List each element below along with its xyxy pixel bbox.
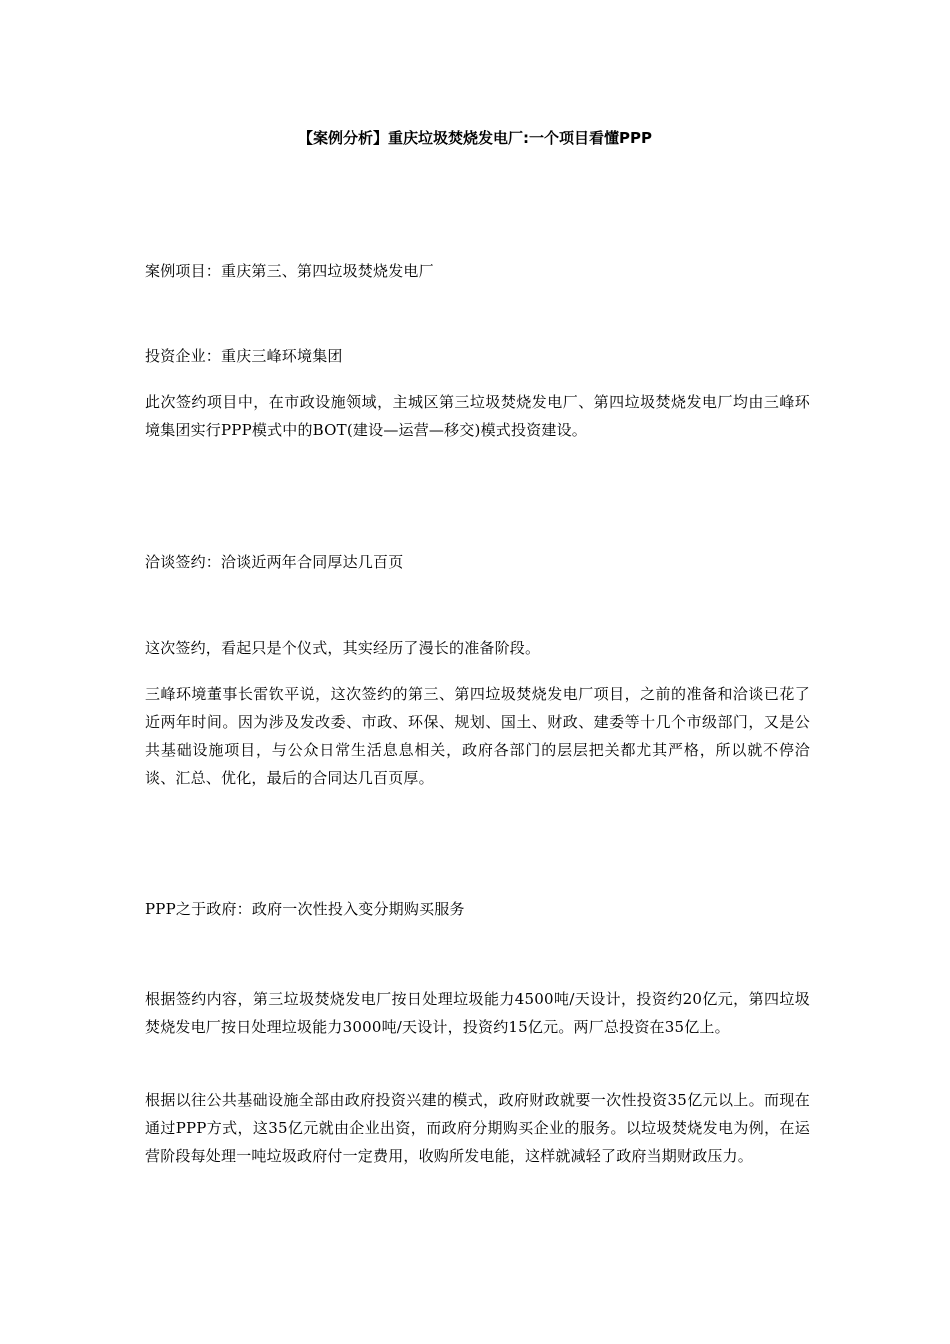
paragraph-finance: 根据以往公共基础设施全部由政府投资兴建的模式，政府财政就要一次性投资35亿元以上。而现在通过PPP方式，这35亿元就由企业出资，而政府分期购买企业的服务。以垃圾焚烧发电为例，在运营阶段每处理一吨垃圾政府付一定费用，收购所发电能，这样就减轻了政府当期财政压力。 bbox=[145, 1091, 810, 1165]
document-title: 【案例分析】重庆垃圾焚烧发电厂:一个项目看懂PPP bbox=[298, 129, 652, 147]
paragraph-project-intro: 此次签约项目中，在市政设施领域，主城区第三垃圾焚烧发电厂、第四垃圾焚烧发电厂均由三峰环境集团实行PPP模式中的BOT(建设—运营—移交)模式投资建设。 bbox=[145, 393, 810, 439]
paragraph-signing: 这次签约，看起只是个仪式，其实经历了漫长的准备阶段。 bbox=[145, 639, 541, 657]
paragraph-investor: 投资企业：重庆三峰环境集团 bbox=[145, 347, 343, 365]
paragraph-negotiation-heading: 洽谈签约：洽谈近两年合同厚达几百页 bbox=[145, 553, 404, 571]
paragraph-case-project: 案例项目：重庆第三、第四垃圾焚烧发电厂 bbox=[145, 262, 434, 280]
paragraph-ppp-heading: PPP之于政府：政府一次性投入变分期购买服务 bbox=[145, 900, 465, 918]
paragraph-chairman: 三峰环境董事长雷钦平说，这次签约的第三、第四垃圾焚烧发电厂项目，之前的准备和洽谈已花了近两年时间。因为涉及发改委、市政、环保、规划、国土、财政、建委等十几个市级部门，又是公共基础设施项目，与公众日常生活息息相关，政府各部门的层层把关都尤其严格，所以就不停洽谈、汇总、优化，最后的合同达几百页厚。 bbox=[145, 685, 810, 787]
paragraph-investment: 根据签约内容，第三垃圾焚烧发电厂按日处理垃圾能力4500吨/天设计，投资约20亿元，第四垃圾焚烧发电厂按日处理垃圾能力3000吨/天设计，投资约15亿元。两厂总投资在35亿上。 bbox=[145, 990, 810, 1036]
